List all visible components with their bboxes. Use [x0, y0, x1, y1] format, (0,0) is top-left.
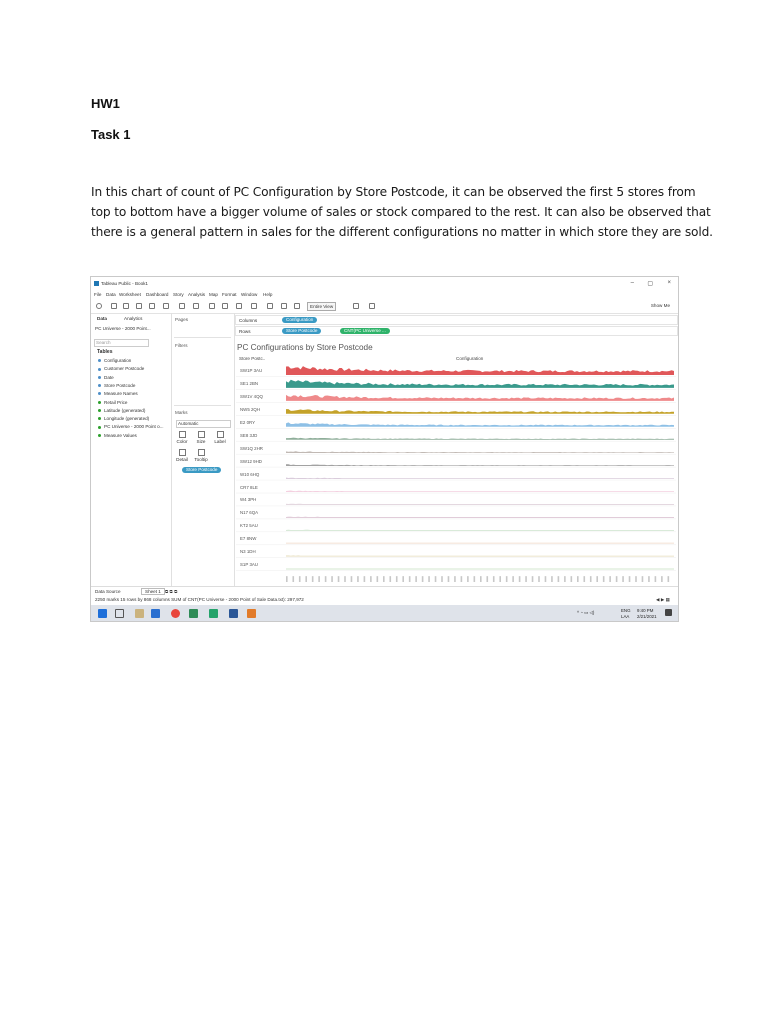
- x-tick-label: [635, 576, 637, 582]
- size-icon: [198, 431, 205, 438]
- field-type-icon: [98, 384, 101, 387]
- field-type-icon: [98, 368, 101, 371]
- rows-label: Rows: [239, 328, 251, 334]
- x-tick-label: [312, 576, 314, 582]
- field-type-icon: [98, 409, 101, 412]
- x-tick-label: [506, 576, 508, 582]
- field-name: PC Universe - 2000 Point o...: [104, 424, 164, 430]
- field-search-input: Search: [94, 339, 149, 347]
- bar-series-row: [286, 452, 674, 453]
- status-bar: [91, 596, 678, 605]
- rows-count-pill: CNT(PC Universe ...: [340, 328, 390, 334]
- columns-shelf: [235, 315, 678, 325]
- field-name: Latitude (generated): [104, 407, 146, 413]
- view-size-select: Entire View: [307, 302, 336, 311]
- store-icon: [151, 609, 160, 618]
- x-tick-label: [551, 576, 553, 582]
- field-item: [98, 408, 145, 413]
- row-label: NW5 2QH: [240, 406, 261, 412]
- task-view-icon: [115, 609, 124, 618]
- window-title: Tableau Public - Book1: [101, 281, 148, 286]
- field-item: [98, 400, 128, 405]
- x-tick-label: [402, 576, 404, 582]
- x-tick-label: [474, 576, 476, 582]
- data-pane: [91, 313, 172, 586]
- x-tick-label: [461, 576, 463, 582]
- data-source-name: PC Universe - 2000 Point...: [95, 326, 151, 331]
- x-tick-label: [577, 576, 579, 582]
- x-tick-label: [318, 576, 320, 582]
- color-icon: [179, 431, 186, 438]
- row-label: SW1V 4QQ: [240, 393, 263, 399]
- row-label: CR7 8LE: [240, 484, 258, 490]
- new-sheet-tab-icons: ⧉ ⧉ ⧉: [165, 589, 178, 594]
- chrome-icon: [171, 609, 180, 618]
- x-tick-label: [454, 576, 456, 582]
- x-tick-label: [299, 576, 301, 582]
- field-name: Date: [104, 374, 114, 380]
- bar-series-row: [286, 478, 674, 479]
- sheet-title: PC Configurations by Store Postcode: [237, 343, 373, 352]
- maximize-icon: ▢: [647, 281, 653, 287]
- menu-file: File: [94, 292, 102, 297]
- row-label: S1P 3AU: [240, 562, 258, 568]
- x-tick-label: [629, 576, 631, 582]
- bar-series-row: [286, 380, 674, 388]
- size-mark-label: Size: [196, 439, 206, 444]
- field-name: Configuration: [104, 358, 132, 363]
- label-mark-button: [212, 430, 228, 444]
- menu-map: Map: [209, 292, 218, 297]
- x-tick-label: [415, 576, 417, 582]
- field-name: Measure Names: [104, 391, 138, 397]
- menu-story: Story: [173, 292, 184, 297]
- field-type-icon: [98, 426, 101, 429]
- clear-icon: [193, 303, 199, 309]
- explorer-icon: [135, 609, 144, 618]
- tray-lang: ENG: [621, 608, 631, 613]
- x-tick-label: [351, 576, 353, 582]
- x-tick-label: [364, 576, 366, 582]
- marks-label: Marks: [175, 410, 188, 415]
- x-tick-label: [396, 576, 398, 582]
- detail-icon: [179, 449, 186, 456]
- x-tick-label: [305, 576, 307, 582]
- x-tick-label: [564, 576, 566, 582]
- bar-series-row: [286, 409, 674, 414]
- heading-hw1: HW1: [91, 96, 120, 111]
- paragraph-line-3: there is a general pattern in sales for the different configurations no matter in which store they are sold.: [91, 225, 713, 239]
- windows-taskbar: [91, 605, 678, 622]
- x-tick-label: [389, 576, 391, 582]
- toolbar: [91, 299, 678, 314]
- x-tick-label: [292, 576, 294, 582]
- row-label: KT2 5AU: [240, 523, 258, 529]
- tray-icons: ^ ◔ ▭ ◁): [577, 610, 595, 615]
- x-tick-label: [642, 576, 644, 582]
- menu-data: Data: [106, 292, 116, 297]
- embedded-screenshot: [90, 276, 679, 622]
- bar-series-row: [286, 422, 674, 426]
- bar-series-row: [286, 465, 674, 466]
- columns-label: Columns: [239, 317, 258, 323]
- field-type-icon: [98, 359, 101, 362]
- rows-store-postcode-pill: Store Postcode: [282, 328, 321, 334]
- bar-series-row: [286, 395, 674, 401]
- label-icon: [217, 431, 224, 438]
- save-icon: [136, 303, 142, 309]
- row-label: N3 1DH: [240, 549, 256, 555]
- row-header: Store Postc..: [239, 356, 266, 361]
- paragraph-line-1: In this chart of count of PC Configuration by Store Postcode, it can be observed the first 5 stores from: [91, 185, 696, 199]
- new-datasource-icon: [149, 303, 155, 309]
- minimize-icon: –: [630, 280, 634, 286]
- field-item: [98, 433, 137, 438]
- bar-series-row: [286, 438, 674, 440]
- data-source-tab: Data Source: [95, 589, 121, 594]
- x-tick-label: [357, 576, 359, 582]
- cards-pane: [172, 313, 235, 586]
- close-icon: ×: [667, 280, 671, 286]
- x-tick-label: [622, 576, 624, 582]
- notification-icon: [665, 609, 672, 616]
- x-tick-label: [583, 576, 585, 582]
- status-info: 2250 marks 15 rows by 868 columns SUM of CNT(PC Universe - 2000 Point of Sale Data.txt): 297,972: [95, 597, 304, 602]
- row-label: E7 8NW: [240, 536, 257, 542]
- redo-icon: [123, 303, 129, 309]
- pin-icon: [294, 303, 300, 309]
- x-tick-label: [655, 576, 657, 582]
- tooltip-mark-label: Tooltip: [194, 457, 208, 462]
- tab-analytics: Analytics: [124, 316, 143, 321]
- x-tick-label: [480, 576, 482, 582]
- x-tick-label: [409, 576, 411, 582]
- tableau-logo-icon: [96, 303, 102, 309]
- bar-series-row: [286, 517, 674, 518]
- menu-format: Format: [222, 292, 237, 297]
- marks-store-postcode-pill: Store Postcode: [182, 467, 221, 473]
- x-tick-label: [668, 576, 670, 582]
- x-tick-label: [499, 576, 501, 582]
- filters-label: Filters: [175, 343, 188, 348]
- group-icon: [267, 303, 273, 309]
- columns-configuration-pill: Configuration: [282, 317, 317, 323]
- bar-series-row: [286, 504, 674, 505]
- color-mark-label: Color: [176, 439, 188, 444]
- x-tick-label: [370, 576, 372, 582]
- bar-chart: [236, 362, 676, 582]
- paragraph: [91, 182, 713, 242]
- field-item: [98, 391, 138, 396]
- detail-mark-label: Detail: [176, 457, 188, 462]
- windows-start-icon: [98, 609, 107, 618]
- field-name: Retail Price: [104, 399, 128, 405]
- x-tick-label: [596, 576, 598, 582]
- field-type-icon: [98, 417, 101, 420]
- excel-icon: [189, 609, 198, 618]
- pages-label: Pages: [175, 317, 189, 322]
- menu-worksheet: Worksheet: [119, 292, 141, 297]
- field-type-icon: [98, 376, 101, 379]
- x-tick-label: [286, 576, 288, 582]
- x-tick-label: [441, 576, 443, 582]
- undo-icon: [111, 303, 117, 309]
- x-tick-label: [609, 576, 611, 582]
- window-titlebar: [91, 277, 678, 290]
- x-tick-label: [467, 576, 469, 582]
- row-label: SW12 9HD: [240, 458, 262, 464]
- bar-series-row: [286, 491, 674, 492]
- share-icon: [369, 303, 375, 309]
- sort-icon: [236, 303, 242, 309]
- row-label: W4 3PH: [240, 497, 257, 503]
- field-name: Customer Postcode: [104, 366, 145, 372]
- x-tick-label: [545, 576, 547, 582]
- x-tick-label: [661, 576, 663, 582]
- field-type-icon: [98, 401, 101, 404]
- x-tick-label: [344, 576, 346, 582]
- field-type-icon: [98, 434, 101, 437]
- column-header: Configuration: [456, 356, 484, 361]
- x-tick-label: [603, 576, 605, 582]
- tooltip-icon: [198, 449, 205, 456]
- x-tick-label: [422, 576, 424, 582]
- x-tick-label: [648, 576, 650, 582]
- x-tick-label: [538, 576, 540, 582]
- x-tick-label: [435, 576, 437, 582]
- field-item: [98, 366, 144, 371]
- tableau-taskbar-icon: [247, 609, 256, 618]
- row-label: N17 6QA: [240, 510, 259, 516]
- label-mark-label: Label: [214, 439, 226, 444]
- x-tick-label: [512, 576, 514, 582]
- x-tick-label: [428, 576, 430, 582]
- field-name: Measure Values: [104, 432, 137, 438]
- x-tick-label: [493, 576, 495, 582]
- row-label: E2 0RY: [240, 419, 256, 425]
- field-item: [98, 424, 164, 429]
- row-label: W10 6HQ: [240, 471, 260, 477]
- row-label: SE1 2BN: [240, 380, 259, 386]
- duplicate-icon: [179, 303, 185, 309]
- tables-label: Tables: [97, 349, 113, 355]
- field-item: [98, 375, 114, 380]
- x-tick-label: [532, 576, 534, 582]
- present-icon: [353, 303, 359, 309]
- field-item: [98, 416, 149, 421]
- x-tick-label: [558, 576, 560, 582]
- word-icon: [229, 609, 238, 618]
- bar-series-row: [286, 366, 674, 375]
- heading-task1: Task 1: [91, 127, 131, 142]
- x-tick-label: [331, 576, 333, 582]
- sheet1-tab: Sheet 1: [141, 588, 165, 595]
- field-item: [98, 383, 135, 388]
- x-tick-label: [525, 576, 527, 582]
- x-tick-label: [486, 576, 488, 582]
- label-icon: [281, 303, 287, 309]
- x-tick-label: [325, 576, 327, 582]
- x-tick-label: [590, 576, 592, 582]
- tray-time: 9:40 PM: [637, 608, 654, 613]
- filters-card: [174, 405, 231, 406]
- size-mark-button: [193, 430, 209, 444]
- x-tick-label: [519, 576, 521, 582]
- refresh-icon: [209, 303, 215, 309]
- tooltip-mark-button: [193, 448, 209, 462]
- menu-dashboard: Dashboard: [146, 292, 169, 297]
- menu-analysis: Analysis: [188, 292, 206, 297]
- tableau-app-icon: [94, 281, 99, 286]
- x-tick-label: [448, 576, 450, 582]
- pages-card: [174, 337, 231, 338]
- rows-shelf: [235, 326, 678, 336]
- tab-data: Data: [97, 316, 107, 321]
- field-name: Store Postcode: [104, 382, 136, 388]
- row-label: SW1P 3AU: [240, 367, 263, 373]
- row-label: SE8 3JD: [240, 432, 258, 438]
- menu-help: Help: [263, 292, 273, 297]
- paragraph-line-2: top to bottom have a bigger volume of sales or stock compared to the rest. It can also be observed that: [91, 205, 711, 219]
- show-me-button: Show Me: [650, 303, 670, 308]
- detail-mark-button: [174, 448, 190, 462]
- field-name: Longitude (generated): [104, 416, 150, 422]
- tray-date: 2/21/2021: [637, 614, 657, 619]
- swap-icon: [222, 303, 228, 309]
- menu-window: Window: [241, 292, 258, 297]
- x-tick-label: [383, 576, 385, 582]
- teams-icon: [209, 609, 218, 618]
- sheet-nav-icons: ◀ ▶ ▦: [656, 597, 670, 602]
- x-tick-label: [616, 576, 618, 582]
- x-tick-label: [377, 576, 379, 582]
- menu-bar: [91, 290, 678, 299]
- x-tick-label: [338, 576, 340, 582]
- row-label: SW1Q 2HR: [240, 445, 263, 451]
- highlight-icon: [251, 303, 257, 309]
- field-type-icon: [98, 392, 101, 395]
- mark-type-select: Automatic: [176, 420, 231, 428]
- x-tick-label: [571, 576, 573, 582]
- field-item: [98, 358, 131, 363]
- color-mark-button: [174, 430, 190, 444]
- new-sheet-icon: [163, 303, 169, 309]
- tray-lang2: LAA: [621, 614, 630, 619]
